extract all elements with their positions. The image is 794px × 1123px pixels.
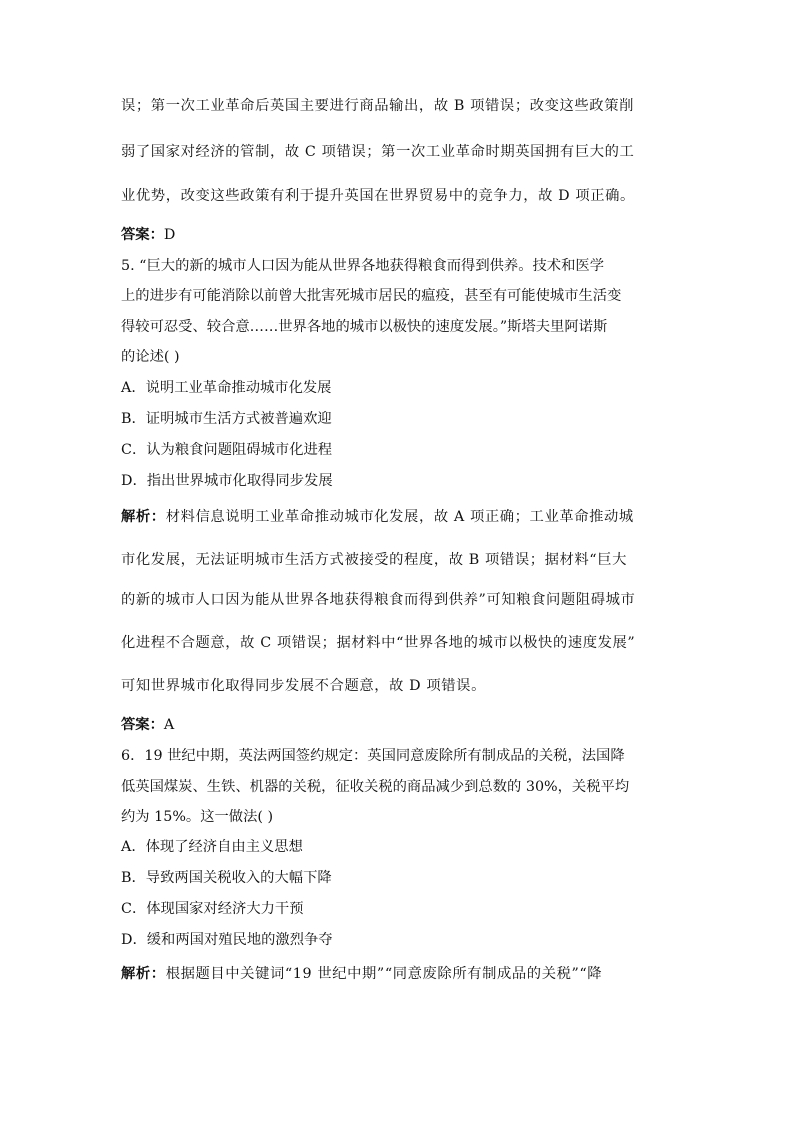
analysis-label: 解析：: [121, 509, 166, 525]
analysis-line: [121, 506, 634, 526]
answer-4: [121, 224, 175, 244]
option-b: B．证明城市生活方式被普遍欢迎: [121, 411, 332, 427]
question-stem-line: 的论述( ): [121, 349, 180, 365]
answer-label: 答案：: [121, 227, 164, 243]
analysis-line: 的新的城市人口因为能从世界各地获得粮食而得到供养”可知粮食问题阻碍城市: [121, 592, 636, 608]
option-b: B．导致两国关税收入的大幅下降: [121, 870, 332, 886]
explanation-line: 误；第一次工业革命后英国主要进行商品输出，故 B 项错误；改变这些政策削: [121, 98, 634, 114]
option-a: A．说明工业革命推动城市化发展: [121, 380, 332, 396]
question-stem-line: 得较可忍受、较合意……世界各地的城市以极快的速度发展。”斯塔夫里阿诺斯: [121, 319, 608, 335]
answer-value: A: [163, 717, 175, 733]
question-stem-line: 5. “巨大的新的城市人口因为能从世界各地获得粮食而得到供养。技术和医学: [121, 258, 604, 274]
option-a: A．体现了经济自由主义思想: [121, 839, 303, 855]
analysis-line: 市化发展，无法证明城市生活方式被接受的程度，故 B 项错误；据材料“巨大: [121, 552, 628, 568]
analysis-text: 材料信息说明工业革命推动城市化发展，故 A 项正确；工业革命推动城: [165, 509, 634, 525]
analysis-line: 可知世界城市化取得同步发展不合题意，故 D 项错误。: [121, 678, 486, 694]
option-c: C．体现国家对经济大力干预: [121, 901, 304, 917]
answer-5: [121, 714, 174, 734]
answer-label: 答案：: [121, 717, 164, 733]
question-stem-line: 6．19 世纪中期，英法两国签约规定：英国同意废除所有制成品的关税，法国降: [121, 748, 625, 764]
answer-value: D: [163, 227, 176, 243]
option-c: C．认为粮食问题阻碍城市化进程: [121, 442, 333, 458]
question-stem-line: 低英国煤炭、生铁、机器的关税，征收关税的商品减少到总数的 30%，关税平均: [121, 779, 630, 795]
explanation-line: 业优势，改变这些政策有利于提升英国在世界贸易中的竞争力，故 D 项正确。: [121, 188, 635, 204]
explanation-line: 弱了国家对经济的管制，故 C 项错误；第一次工业革命时期英国拥有巨大的工: [121, 144, 635, 160]
analysis-line: 化进程不合题意，故 C 项错误；据材料中“世界各地的城市以极快的速度发展”: [121, 635, 636, 651]
analysis-line: [121, 963, 602, 983]
analysis-label: 解析：: [121, 966, 166, 982]
option-d: D．指出世界城市化取得同步发展: [121, 473, 333, 489]
analysis-text: 根据题目中关键词“19 世纪中期”“同意废除所有制成品的关税”“降: [165, 966, 603, 982]
option-d: D．缓和两国对殖民地的激烈争夺: [121, 932, 333, 948]
question-stem-line: 上的进步有可能消除以前曾大批害死城市居民的瘟疫，甚至有可能使城市生活变: [121, 288, 622, 304]
question-stem-line: 约为 15%。这一做法( ): [121, 809, 274, 825]
